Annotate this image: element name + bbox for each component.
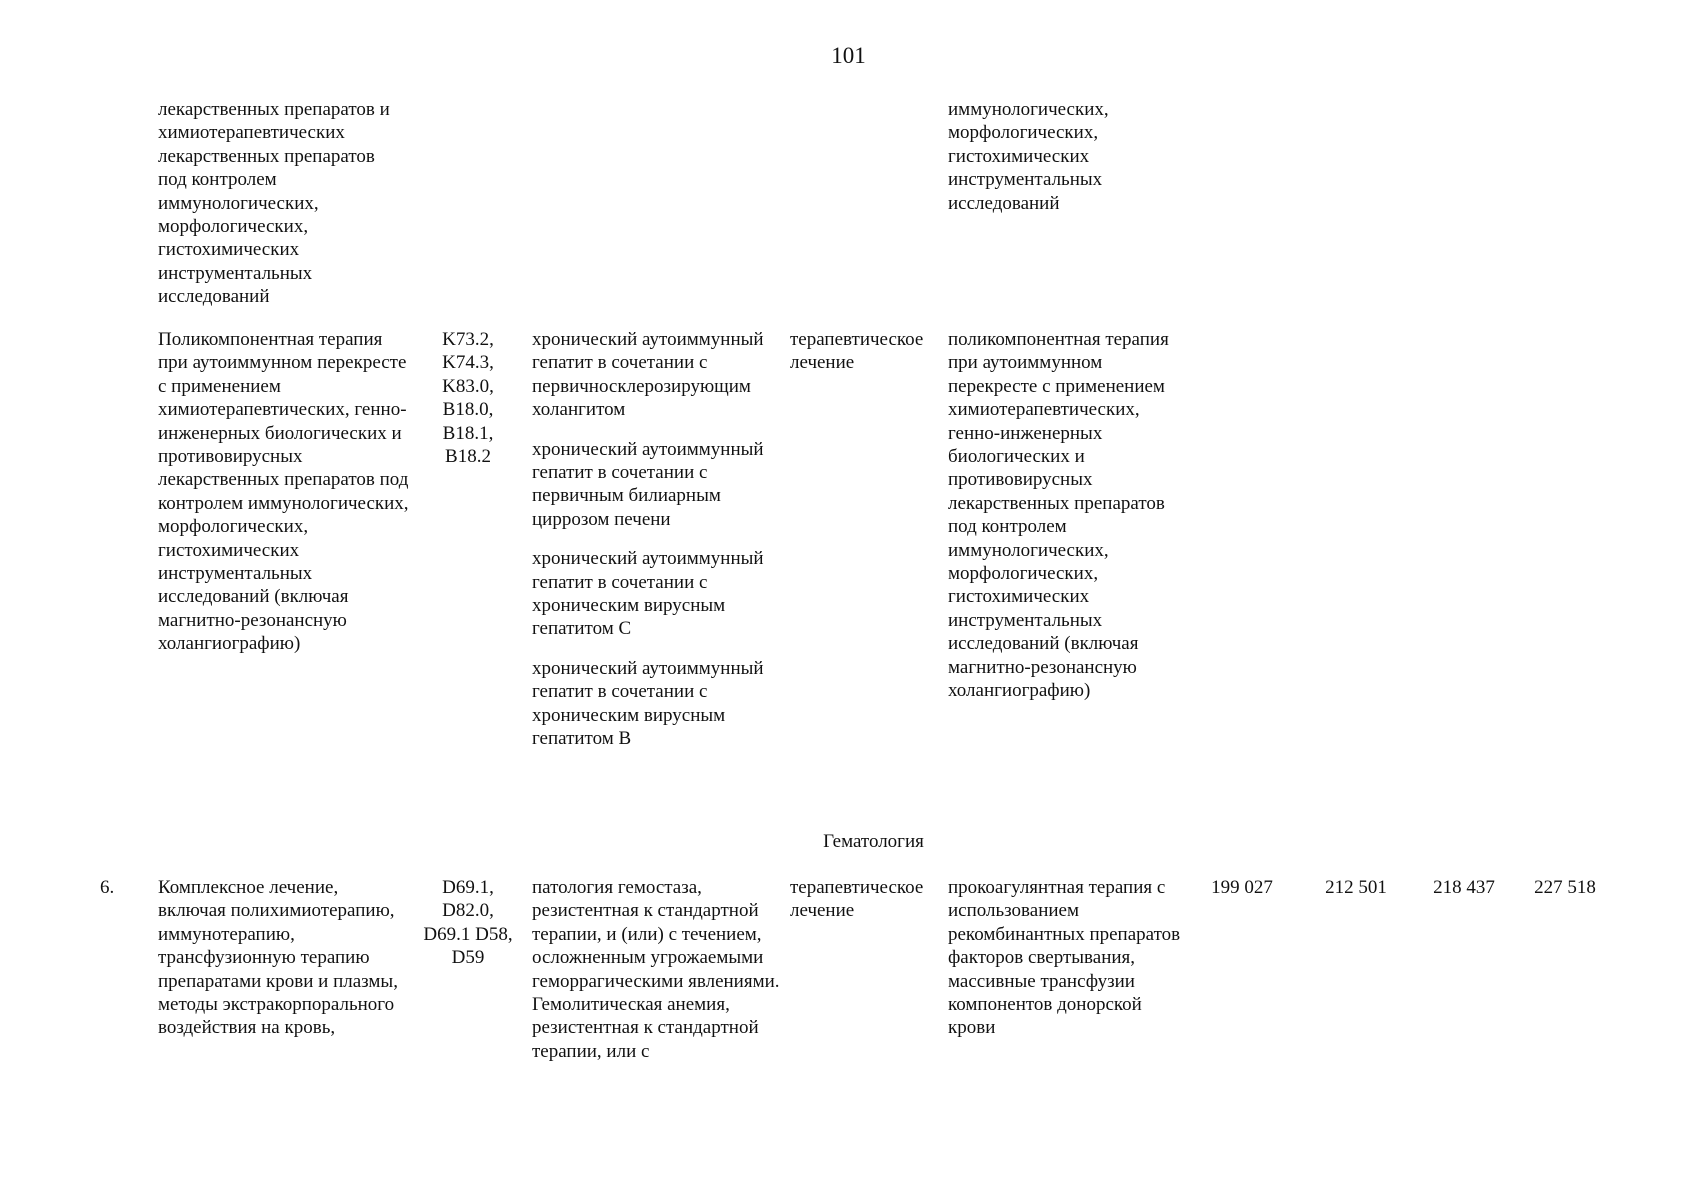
- treatment-method: иммунологических, морфологических, гистохимических инструментальных исследований: [948, 99, 1109, 214]
- diagnosis-item: хронический аутоиммунный гепатит в сочетании с хроническим вирусным гепатитом B: [532, 657, 764, 750]
- page-number: 101: [831, 43, 866, 68]
- treatment-method: поликомпонентная терапия при аутоиммунном перекресте с применением химиотерапевтических, генно-инженерных биологических и противовирусных лекарственных препаратов под контролем иммунологических, морфологических, гистохимических инструментальных исследований (включая магнитно-резонансную холангиографию): [948, 329, 1169, 702]
- price-2025: 218 437: [1433, 877, 1495, 898]
- service-name: лекарственных препаратов и химиотерапевтических лекарственных препаратов под контролем иммунологических, морфологических, гистохимических инструментальных исследований: [158, 99, 390, 308]
- icd-codes: D69.1, D82.0, D69.1 D58, D59: [423, 877, 513, 969]
- diagnosis-item: патология гемостаза, резистентная к стандартной терапии, и (или) с течением, осложненным угрожаемыми геморрагическими явлениями. Гемолитическая анемия, резистентная к стандартной терапии, или с: [532, 877, 780, 1062]
- icd-codes: K73.2, K74.3, K83.0, B18.0, B18.1, B18.2: [442, 329, 494, 468]
- diagnoses-list: [532, 328, 788, 767]
- price-2026: 227 518: [1534, 877, 1596, 898]
- treatment-type: терапевтическое лечение: [790, 877, 924, 922]
- service-name: Комплексное лечение, включая полихимиотерапию, иммунотерапию, трансфузионную терапию препаратами крови и плазмы, методы экстракорпорального воздействия на кровь,: [158, 877, 398, 1039]
- treatment-type: терапевтическое лечение: [790, 329, 924, 374]
- treatment-method: прокоагулянтная терапия с использованием рекомбинантных препаратов факторов свертывания, массивные трансфузии компонентов донорской крови: [948, 877, 1181, 1039]
- diagnosis-item: хронический аутоиммунный гепатит в сочетании с первичным билиарным циррозом печени: [532, 438, 764, 530]
- diagnosis-item: хронический аутоиммунный гепатит в сочетании с хроническим вирусным гепатитом C: [532, 548, 764, 640]
- diagnosis-item: хронический аутоиммунный гепатит в сочетании с первичносклерозирующим холангитом: [532, 329, 764, 421]
- service-name: Поликомпонентная терапия при аутоиммунном перекресте с применением химиотерапевтических, генно-инженерных биологических и противовирусных лекарственных препаратов под контролем иммунологических, морфологических, гистохимических инструментальных исследований (включая магнитно-резонансную холангиографию): [158, 329, 409, 655]
- price-2023: 199 027: [1211, 877, 1273, 898]
- price-2024: 212 501: [1325, 877, 1387, 898]
- section-heading: Гематология: [823, 831, 924, 852]
- row-number: 6.: [100, 877, 115, 898]
